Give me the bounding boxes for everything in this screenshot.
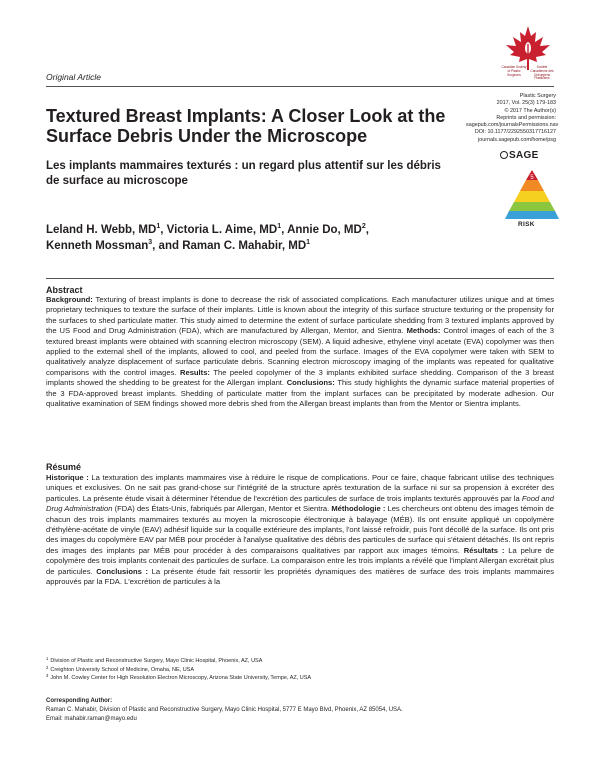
- article-type: Original Article: [46, 72, 101, 82]
- abstract-body: [46, 295, 554, 409]
- historique-text-end: (FDA) des États-Unis, fabriqués par Allergan, Mentor et Sientra.: [114, 504, 330, 514]
- reprints-label: Reprints and permission:: [496, 114, 556, 121]
- historique-label: Historique :: [46, 473, 89, 482]
- author-name: Leland H. Webb, MD: [46, 224, 157, 236]
- author-affiliation: 1: [306, 239, 311, 246]
- doi[interactable]: DOI: 10.1177/2292550317716127: [474, 129, 556, 136]
- author-list: Leland H. Webb, $MD^1$, Victoria L. Aime, $MD^1$, Annie Do, $MD^2$, Kenneth Mossman$^3$, and Raman C. Mahabir, $MD^1$: [46, 223, 369, 252]
- society-name-fr: Société Canadienne des Chirurgiens Plasticiens: [530, 65, 554, 81]
- conclusions-label: Conclusions:: [286, 378, 335, 388]
- sage-logo: [500, 150, 539, 161]
- resume-heading: Résumé: [46, 462, 82, 472]
- society-name-en: Canadian Society of Plastic Surgeons: [501, 65, 527, 77]
- author-affiliation: 2: [361, 223, 366, 230]
- affiliation-item: $^3$ John M. Cowley Center for High Resolution Electron Microscopy, Arizona State University, Tempe, AZ, USA: [46, 673, 312, 682]
- corresponding-author: [46, 697, 554, 723]
- article-subtitle-fr: Les implants mammaires texturés : un regard plus attentif sur les débris de surface au microscope: [46, 160, 441, 187]
- journal-link[interactable]: journals.sagepub.com/home/psg: [478, 136, 556, 143]
- resultats-text: La pelure de copolymère des trois implants contenait des particules de surface. La comparaison entre les trois implants a révélé que l'implant Allergan excrétait plus de particules.: [46, 545, 554, 576]
- abstract-divider: [46, 278, 554, 279]
- evidence-label: RISK: [518, 221, 535, 228]
- email-label: Email:: [46, 715, 63, 722]
- methods-label: Methods:: [406, 326, 441, 336]
- email-link[interactable]: mahabir.raman@mayo.edu: [64, 715, 137, 722]
- author-affiliation: 1: [277, 223, 282, 230]
- sage-circle-icon: [500, 151, 508, 159]
- background-text: Texturing of breast implants is done to decrease the risk of associated complications. Each manufacturer utilizes unique and at times proprietary techniques to texture the surface of their implants. Little is known about the integrity of this surface structure texturing or the propensity for the surfaces to shed particulate matter. This study aimed to determine the extent of surface particulate shedding from 3 textured implants approved by the US Food and Drug Administration (FDA), which are manufactured by Allergan, Mentor, and Sientra.: [46, 295, 554, 336]
- author-name: Victoria L. Aime, MD: [166, 224, 278, 236]
- author-name: Annie Do, MD: [287, 224, 362, 236]
- author-name: Kenneth Mossman: [46, 240, 149, 252]
- abstract-heading: Abstract: [46, 285, 83, 295]
- author-name: Raman C. Mahabir, MD: [182, 240, 307, 252]
- methodologie-text: Les chercheurs ont obtenu des images témoin de chacun des trois implants mammaires texturés au moyen la microscopie électronique à balayage (MÉB). Ils ont ensuite appliqué un copolymère d'éthylène-acétate de vinyle (EAV) adhésif liquide sur la coquille extérieure des implants, l'ont laissé refroidir, puis l'ont décollé de la surface. Ils ont pris des images du copolymère EAV par MÉB pour procéder à l'analyse qualitative des débris des particules de surface qui s'étaient détachés. Ils ont repris des images des implants par MÉB pour procéder à des comparaisons qualitatives par rapport aux images témoins.: [46, 504, 554, 555]
- article-title: Textured Breast Implants: A Closer Look at the Surface Debris Under the Microscope: [46, 106, 446, 146]
- affiliation-item: $^1$ Division of Plastic and Reconstructive Surgery, Mayo Clinic Hospital, Phoenix, AZ, USA: [46, 656, 263, 664]
- historique-text: La texturation des implants mammaires vise à réduire le risque de complications. Pour ce faire, chaque fabricant utilise des techniques uniques et exclusives. On ne sait pas grand-chose sur l'intégrité de la structure après texturation de la surface ni sur sa propension à excréter des particules. La présente étude visait à déterminer l'étendue de l'excrétion des particules de surface de trois implants texturés approuvés par la: [46, 473, 554, 503]
- resume-conclusions-text: La présente étude fait ressortir les propriétés dynamiques des matières de surface des trois implants mammaires approuvés par la FDA. L'excrétion de particules à la: [46, 566, 554, 587]
- author-affiliation: 3: [148, 239, 153, 246]
- methodologie-label: Méthodologie :: [331, 504, 386, 514]
- evidence-pyramid-icon: [504, 168, 560, 224]
- journal-meta: [466, 93, 559, 144]
- resultats-label: Résultats :: [463, 545, 505, 555]
- corresponding-address: Raman C. Mahabir, Division of Plastic and Reconstructive Surgery, Mayo Clinic Hospital, 5777 E Mayo Blvd, Phoenix, AZ 85054, USA.: [46, 706, 403, 713]
- svg-text:5: 5: [530, 175, 534, 181]
- conclusions-text: This study highlights the dynamic surface material properties of the 3 FDA-approved breast implants. Shedding of particulate matter from the implant surfaces can be precipitated by moderate adhesion. Our qualitative examination of SEM findings showed more debris shed from the Allergan breast implants than from the Mentor or Sientra implants.: [46, 378, 554, 409]
- affiliation-item: $^2$ Creighton University School of Medicine, Omaha, NE, USA: [46, 664, 195, 673]
- copyright: © 2017 The Author(s): [504, 107, 556, 114]
- results-label: Results:: [179, 367, 210, 377]
- resume-conclusions-label: Conclusions :: [96, 566, 149, 576]
- reprints-link[interactable]: sagepub.com/journalsPermissions.nav: [466, 122, 559, 129]
- resume-body: [46, 473, 554, 587]
- corresponding-label: Corresponding Author:: [46, 698, 113, 704]
- volume-info: 2017, Vol. 25(3) 179-183: [496, 100, 556, 107]
- affiliations: [46, 657, 554, 683]
- publisher-name: SAGE: [509, 150, 539, 161]
- background-label: Background:: [46, 295, 93, 304]
- methods-text: Control images of each of the 3 textured breast implants were obtained with scanning electron microscopy (SEM). A liquid adhesive, ethylene vinyl acetate (EVA) copolymer was then applied to the external shell of the implants, allowed to cool, and peeled from the surface. Images of the EVA copolymer were taken with SEM to qualitatively analyze displacement of surface particulate debris. Scanning electron microscopy imaging of the implants was repeated for qualitative comparisons with the control images.: [46, 326, 554, 377]
- fda-name: Food and Drug Administration: [46, 493, 554, 514]
- header-divider: [46, 86, 554, 87]
- results-text: The peeled copolymer of the 3 implants exhibited surface shedding. Comparison of the 3 breast implants showed the shedding to be greatest for the Allergan implant.: [46, 367, 554, 388]
- author-affiliation: 1: [156, 223, 161, 230]
- journal-name: Plastic Surgery: [519, 93, 556, 99]
